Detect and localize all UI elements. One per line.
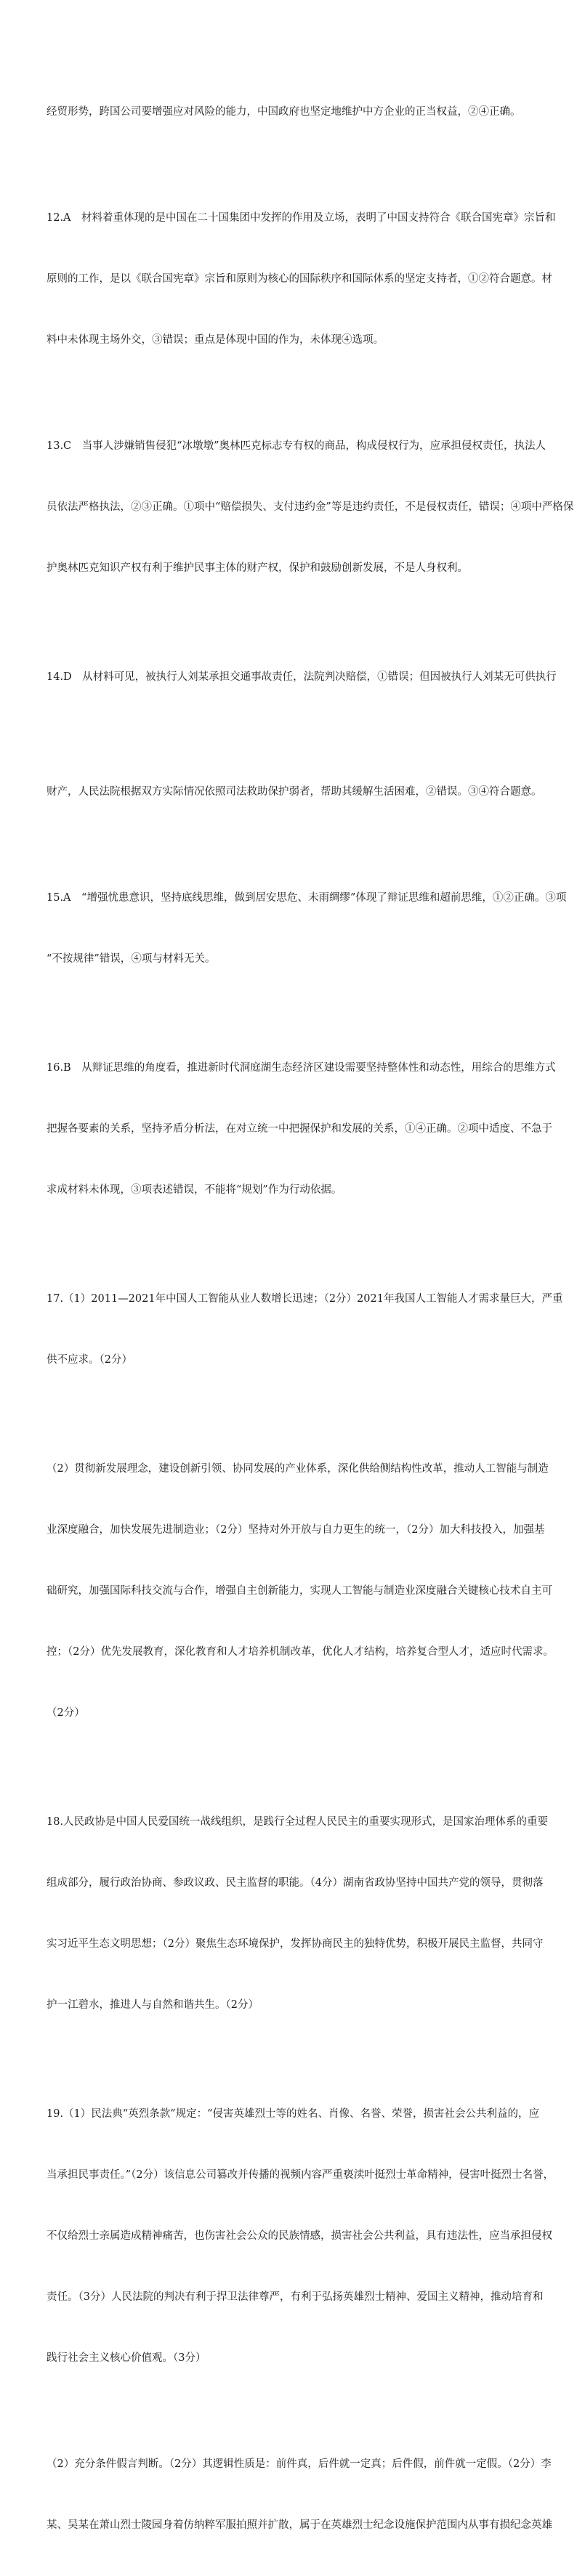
text-line: 不仅给烈士亲属造成精神痛苦，也伤害社会公众的民族情感，损害社会公共利益，具有违法性，应当承担侵权	[47, 2230, 552, 2242]
text-line: 把握各要素的关系，坚持矛盾分析法，在对立统一中把握保护和发展的关系，①④正确。②项中适度、不急于	[47, 1123, 552, 1135]
text-line: （2）贯彻新发展理念，建设创新引领、协同发展的产业体系，深化供给侧结构性改革，推动人工智能与制造	[47, 1463, 549, 1475]
text-line: 经贸形势，跨国公司要增强应对风险的能力，中国政府也坚定地维护中方企业的正当权益，②④正确。	[47, 106, 521, 118]
text-line: 12.A 材料着重体现的是中国在二十国集团中发挥的作用及立场，表明了中国支持符合《联合国宪章》宗旨和	[47, 212, 556, 224]
text-line: 17.（1）2011—2021年中国人工智能从业人数增长迅速；（2分）2021年我国人工智能人才需求量巨大，严重	[47, 1293, 563, 1305]
text-line: 员依法严格执法，②③正确。①项中“赔偿损失、支付违约金”等是违约责任，不是侵权责任，错误；④项中严格保	[47, 501, 574, 513]
text-line: 践行社会主义核心价值观。（3分）	[47, 2352, 206, 2364]
text-line: 组成部分，履行政治协商、参政议政、民主监督的职能。（4分）湖南省政协坚持中国共产党的领导，贯彻落	[47, 1877, 544, 1889]
text-line: 护一江碧水，推进人与自然和谐共生。（2分）	[47, 1999, 259, 2011]
answer-18	[47, 1771, 549, 2056]
text-line: 础研究，加强国际科技交流与合作，增强自主创新能力，实现人工智能与制造业深度融合关键核心技术自主可	[47, 1585, 552, 1597]
answer-17-part2	[47, 1418, 554, 1764]
text-line: 14.D 从材料可见，被执行人刘某承担交通事故责任，法院判决赔偿，①错误；但因被执行人刘某无可供执行	[47, 671, 557, 683]
answer-17-part1	[47, 1248, 563, 1411]
answer-14-part1	[47, 626, 557, 728]
text-line: 业深度融合，加快发展先进制造业；（2分）坚持对外开放与自力更生的统一，（2分）加大科技投入，加强基	[47, 1524, 545, 1536]
answer-13	[47, 395, 574, 619]
answer-16	[47, 1017, 556, 1241]
text-line: （2分）	[47, 1707, 85, 1719]
text-line: 实习近平生态文明思想；（2分）聚焦生态环境保护，发挥协商民主的独特优势，积极开展民主监督，共同守	[47, 1938, 544, 1950]
text-line: 当承担民事责任。”（2分）该信息公司篡改并传播的视频内容严重亵渎叶挺烈士革命精神，侵害叶挺烈士名誉，	[47, 2169, 554, 2181]
text-line: 责任。（3分）人民法院的判决有利于捍卫法律尊严，有利于弘扬英雄烈士精神、爱国主义精神，推动培育和	[47, 2291, 544, 2303]
answer-14-part2	[47, 741, 542, 843]
text-line: 料中未体现主场外交，③错误；重点是体现中国的作为，未体现④选项。	[47, 334, 384, 346]
answer-15	[47, 847, 567, 1010]
text-line: 16.B 从辩证思维的角度看，推进新时代洞庭湖生态经济区建设需要坚持整体性和动态性，用综合的思维方式	[47, 1062, 556, 1074]
text-line: 19.（1）民法典“英烈条款”规定：“侵害英雄烈士等的姓名、肖像、名誉、荣誉，损害社会公共利益的，应	[47, 2108, 540, 2120]
text-line: 18.人民政协是中国人民爱国统一战线组织，是践行全过程人民民主的重要实现形式，是国家治理体系的重要	[47, 1816, 549, 1828]
text-line: （2）充分条件假言判断。（2分）其逻辑性质是：前件真，后件就一定真；后件假，前件就一定假。（2分）李	[47, 2458, 552, 2470]
document-page	[47, 61, 574, 2576]
text-line: 15.A “增强忧患意识，坚持底线思维，做到居安思危、未雨绸缪”体现了辩证思维和超前思维，①②正确。③项	[47, 892, 567, 904]
text-line: 某、吴某在萧山烈士陵园身着仿纳粹军服拍照并扩散，属于在英雄烈士纪念设施保护范围内从事有损纪念英雄	[47, 2519, 552, 2531]
answer-19-part2	[47, 2413, 552, 2576]
text-line: 控；（2分）优先发展教育，深化教育和人才培养机制改革，优化人才结构，培养复合型人才，适应时代需求。	[47, 1646, 554, 1658]
text-line: 13.C 当事人涉嫌销售侵犯“冰墩墩”奥林匹克标志专有权的商品，构成侵权行为，应承担侵权责任，执法人	[47, 440, 546, 452]
text-line: “不按规律”错误，④项与材料无关。	[47, 953, 216, 965]
answer-12	[47, 167, 556, 391]
text-line: 护奥林匹克知识产权有利于维护民事主体的财产权，保护和鼓励创新发展，不是人身权利。	[47, 562, 468, 574]
answer-11-continuation	[47, 61, 535, 163]
text-line: 原则的工作，是以《联合国宪章》宗旨和原则为核心的国际秩序和国际体系的坚定支持者，①②符合题意。材	[47, 273, 552, 285]
text-line: 财产，人民法院根据双方实际情况依照司法救助保护弱者，帮助其缓解生活困难，②错误。③④符合题意。	[47, 786, 542, 798]
text-line: 求成材料未体现，③项表述错误，不能将“规划”作为行动依据。	[47, 1184, 342, 1196]
text-line: 供不应求。（2分）	[47, 1354, 132, 1366]
answer-19-part1	[47, 2063, 554, 2409]
